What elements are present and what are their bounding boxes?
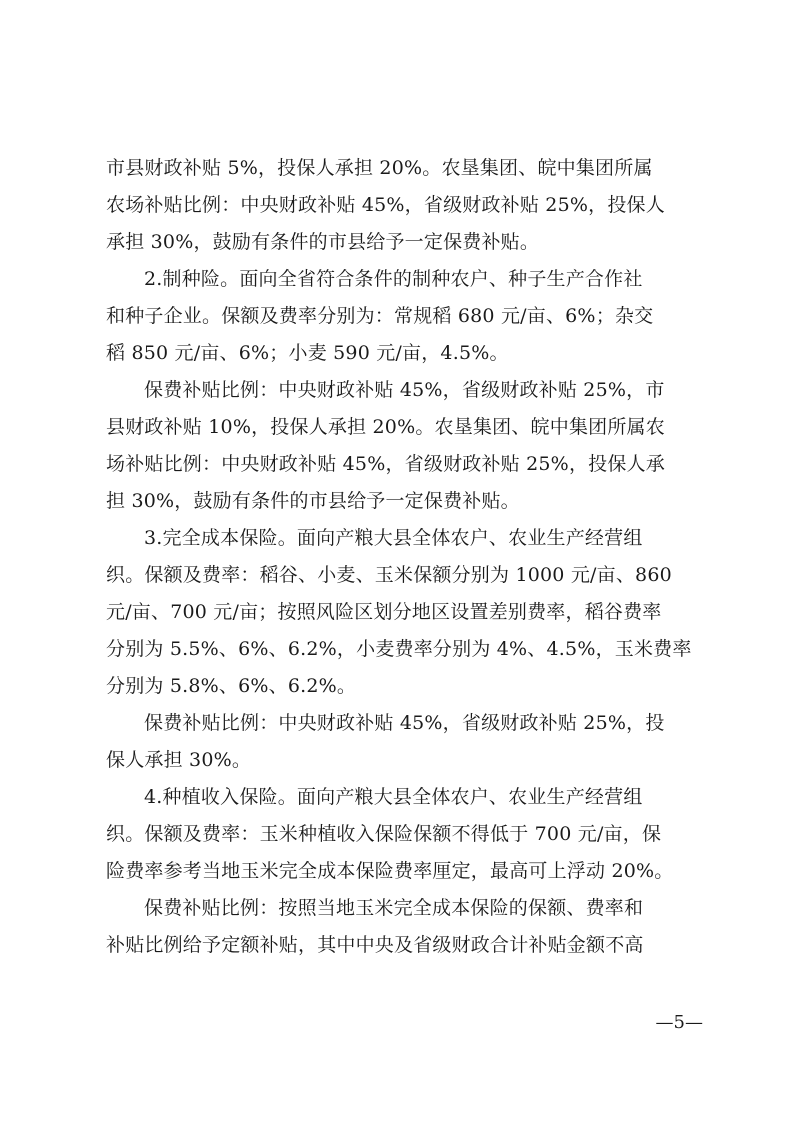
text-line: 保人承担 30%。: [106, 749, 252, 771]
text-line: 分别为 5.8%、6%、6.2%。: [106, 675, 357, 697]
text-line: 织。保额及费率：玉米种植收入保险保额不得低于 700 元/亩，保: [106, 823, 662, 845]
text-line: 2.制种险。面向全省符合条件的制种农户、种子生产合作社: [144, 268, 643, 290]
text-line: 担 30%，鼓励有条件的市县给予一定保费补贴。: [106, 490, 520, 512]
text-line: 场补贴比例：中央财政补贴 45%，省级财政补贴 25%，投保人承: [106, 453, 665, 475]
text-line: 市县财政补贴 5%，投保人承担 20%。农垦集团、皖中集团所属: [106, 157, 653, 179]
text-line: 稻 850 元/亩、6%；小麦 590 元/亩，4.5%。: [106, 342, 509, 364]
text-line: 农场补贴比例：中央财政补贴 45%，省级财政补贴 25%，投保人: [106, 194, 665, 216]
document-body: [106, 150, 696, 964]
text-line: 和种子企业。保额及费率分别为：常规稻 680 元/亩、6%；杂交: [106, 305, 654, 327]
page-number: —5—: [655, 1012, 703, 1033]
text-line: 县财政补贴 10%，投保人承担 20%。农垦集团、皖中集团所属农: [106, 416, 665, 438]
text-line: 保费补贴比例：按照当地玉米完全成本保险的保额、费率和: [144, 897, 644, 919]
text-line: 分别为 5.5%、6%、6.2%，小麦费率分别为 4%、4.5%，玉米费率: [106, 638, 692, 660]
text-line: 4.种植收入保险。面向产粮大县全体农户、农业生产经营组: [144, 786, 643, 808]
text-line: 保费补贴比例：中央财政补贴 45%，省级财政补贴 25%，市: [144, 379, 665, 401]
text-line: 织。保额及费率：稻谷、小麦、玉米保额分别为 1000 元/亩、860: [106, 564, 672, 586]
text-line: 元/亩、700 元/亩；按照风险区划分地区设置差别费率，稻谷费率: [106, 601, 662, 623]
text-line: 补贴比例给予定额补贴，其中中央及省级财政合计补贴金额不高: [106, 934, 644, 956]
text-line: 3.完全成本保险。面向产粮大县全体农户、农业生产经营组: [144, 527, 643, 549]
text-line: 险费率参考当地玉米完全成本保险费率厘定，最高可上浮动 20%。: [106, 860, 674, 882]
text-line: 承担 30%，鼓励有条件的市县给予一定保费补贴。: [106, 231, 540, 253]
text-line: 保费补贴比例：中央财政补贴 45%，省级财政补贴 25%，投: [144, 712, 665, 734]
